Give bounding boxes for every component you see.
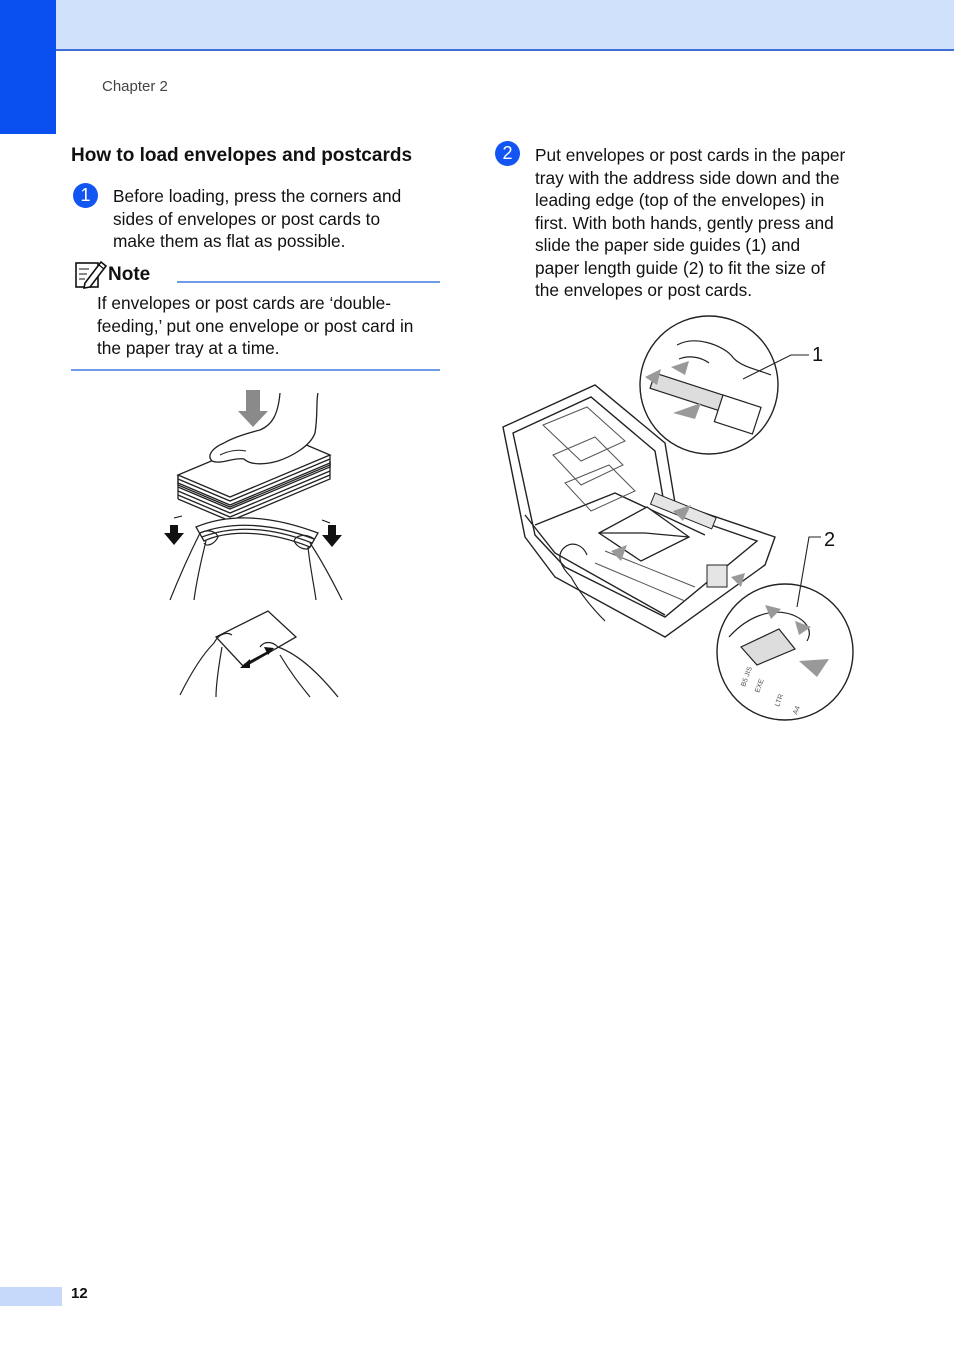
note-bottom-rule [71,369,440,371]
callout-2-label: 2 [824,529,836,551]
note-text: If envelopes or post cards are ‘double- feeding,’ put one envelope or post card in the paper tray at a time. [97,293,414,358]
flatten-envelopes-illustration [160,385,360,715]
paper-tray-illustration [495,315,865,725]
tray-size-label-b5jis: B5 JIS [740,665,754,688]
footer-band [0,1287,62,1306]
chapter-side-tab [0,0,56,134]
tray-size-label-a4: A4 [792,705,802,716]
header-band [0,0,954,51]
tray-size-label-exe: EXE [754,678,766,694]
callout-1-label: 1 [812,344,824,366]
note-pencil-icon [75,259,107,289]
note-top-rule [177,281,440,283]
note-label: Note [108,264,151,285]
step-1-badge: 1 [73,183,98,208]
step-2-text: Put envelopes or post cards in the paper tray with the address side down and the leading edge (top of the envelopes) in first. With both hands, gently press and slide the paper side guides (1) and paper length guide (2) to fit the size of the envelopes or post cards. [535,145,846,300]
chapter-label: Chapter 2 [102,78,168,95]
page-number: 12 [71,1285,88,1302]
step-2-badge: 2 [495,141,520,166]
section-title: How to load envelopes and postcards [71,145,413,166]
tray-size-label-ltr: LTR [774,693,786,708]
note-header [75,259,440,289]
step-1-text: Before loading, press the corners and sides of envelopes or post cards to make them as flat as possible. [113,186,402,251]
